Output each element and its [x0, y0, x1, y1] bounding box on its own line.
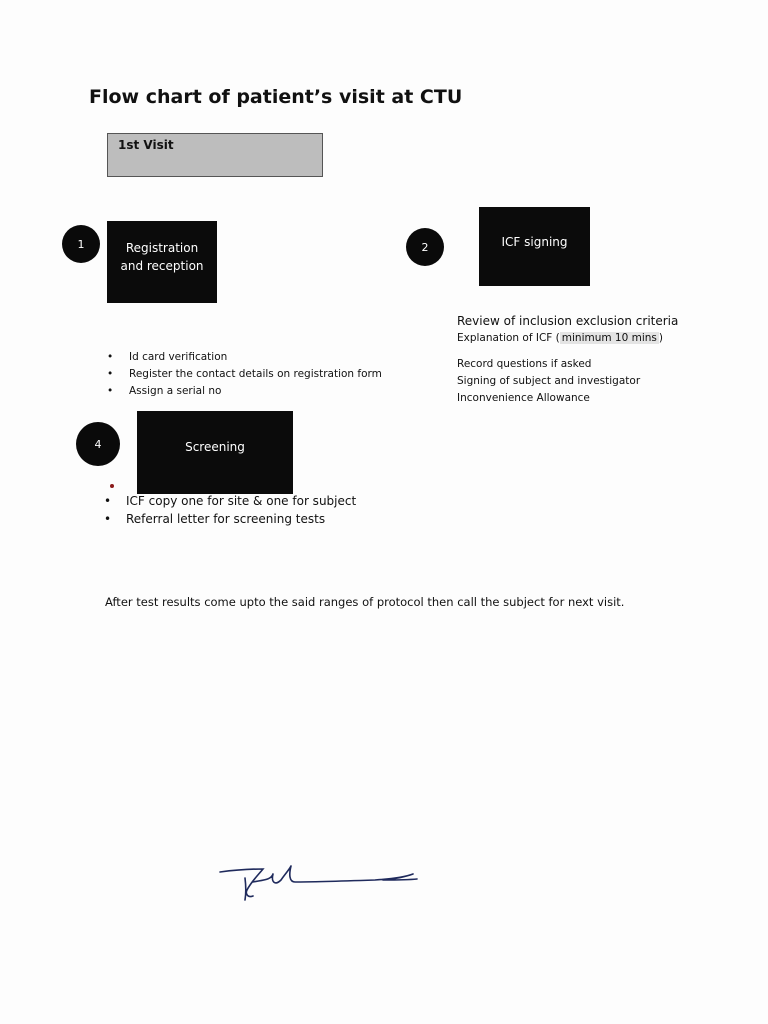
visit-label-box: [107, 133, 323, 177]
ink-dot: [110, 484, 114, 488]
list-item: • Register the contact details on registration form: [107, 366, 382, 383]
step-2-circle: [406, 228, 444, 266]
step-2-number: 2: [421, 240, 429, 254]
icf-signing-box: [479, 207, 590, 286]
icf-signing-label: ICF signing: [501, 235, 568, 249]
step-4-number: 4: [94, 437, 102, 451]
step-1-circle: [62, 225, 100, 263]
icf-note-2-prefix: Explanation of ICF (: [457, 332, 560, 344]
icf-note-3: Record questions if asked: [457, 358, 592, 370]
registration-label-line2: and reception: [120, 259, 204, 273]
step-4-circle: [76, 422, 120, 466]
list-item: • Assign a serial no: [107, 383, 382, 400]
signature-icon: [215, 860, 425, 910]
icf-note-4: Signing of subject and investigator: [457, 375, 641, 387]
icf-note-1: Review of inclusion exclusion criteria: [457, 314, 679, 328]
icf-notes: [457, 312, 678, 407]
icf-note-2-suffix: ): [658, 332, 664, 344]
visit-label: 1st Visit: [118, 138, 174, 152]
registration-bullet-list: [107, 349, 382, 400]
list-item: • Id card verification: [107, 349, 382, 366]
registration-box: [107, 221, 217, 303]
list-item: • Referral letter for screening tests: [104, 510, 356, 528]
next-visit-note: After test results come upto the said ranges of protocol then call the subject for next visit.: [105, 595, 625, 609]
screening-box: [137, 411, 293, 494]
icf-note-2-highlight: minimum 10 mins: [561, 332, 657, 344]
page-title: Flow chart of patient’s visit at CTU: [89, 86, 463, 108]
icf-note-2: [457, 330, 678, 347]
screening-bullet-list: [104, 492, 356, 528]
registration-label-line1: Registration: [125, 241, 199, 255]
step-1-number: 1: [77, 237, 85, 251]
screening-label: Screening: [185, 440, 245, 454]
list-item: • ICF copy one for site & one for subject: [104, 492, 356, 510]
icf-note-5: Inconvenience Allowance: [457, 392, 590, 404]
